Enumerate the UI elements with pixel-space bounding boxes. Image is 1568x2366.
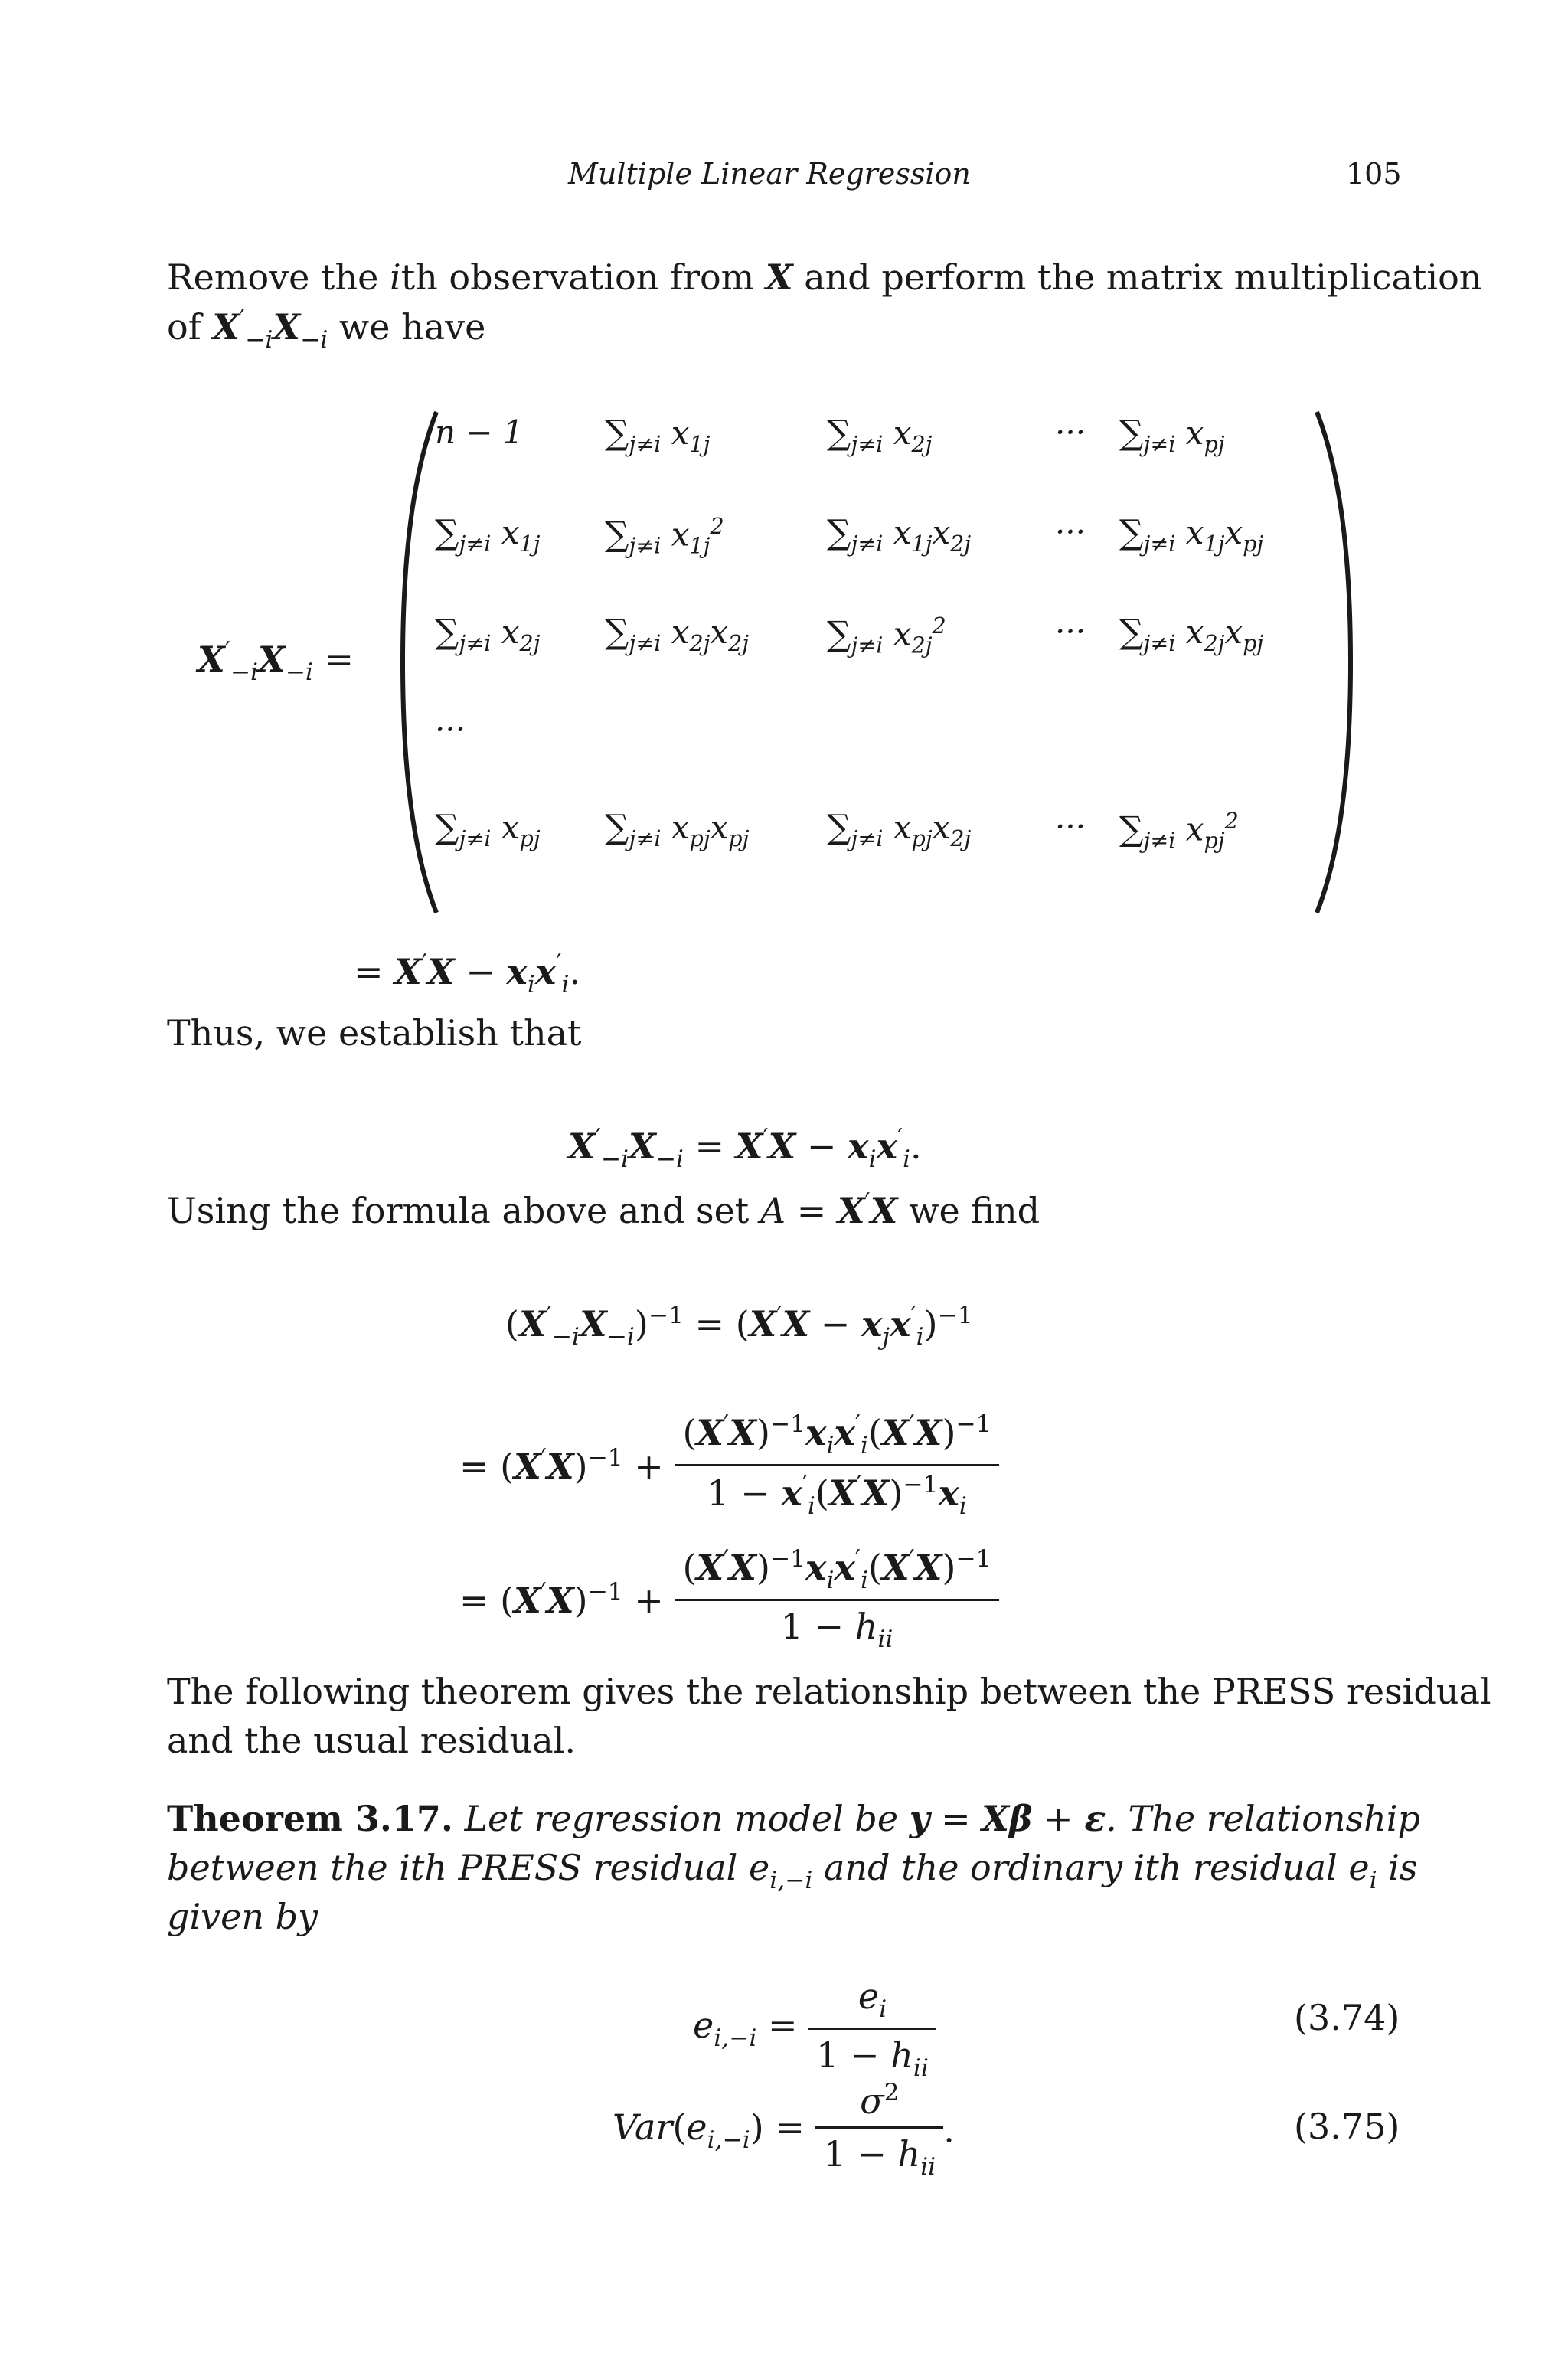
intro-line-1: Remove the ith observation from X and perform the matrix multiplication: [167, 257, 1482, 298]
theorem-line-3: given by: [167, 1896, 318, 1937]
intro-line-2: of $X'_{-i}X_{-i}$ we have: [167, 305, 486, 355]
right-paren: [1309, 406, 1355, 919]
theorem-label: Theorem 3.17.: [167, 1798, 453, 1839]
matrix-cell: $\sum_{j\ne i}$ $x_{pj}$: [1119, 413, 1225, 457]
matrix-cell: $\sum_{j\ne i}$ $x_{2j}x_{pj}$: [1119, 613, 1264, 656]
matrix-cell: $\sum_{j\ne i}$ $x_{1j}$: [605, 413, 710, 457]
matrix-lhs: $X'_{-i}X_{-i}$ =: [198, 637, 354, 687]
matrix-cell: $\sum_{j\ne i}$ $x_{pj}$: [435, 808, 541, 851]
inverse-line-3: = $(X'X)^{-1}$ + $\frac{(X'X)^{-1}x_ix'_i(X'X)^{-1}}{1 - h_{ii}}$: [459, 1545, 999, 1653]
matrix-cell: $\sum_{j\ne i}$ $x_{1j}x_{2j}$: [827, 513, 972, 557]
equation-tag-3-74: (3.74): [1294, 1997, 1400, 2038]
running-title: Multiple Linear Regression: [568, 157, 971, 191]
page-number: 105: [1346, 157, 1402, 191]
matrix-cell: ···: [435, 711, 466, 748]
following-line-1: The following theorem gives the relationship between the PRESS residual: [167, 1671, 1491, 1712]
following-line-2: and the usual residual.: [167, 1720, 577, 1761]
matrix-cell: $\sum_{j\ne i}$ $x_{pj}x_{2j}$: [827, 808, 972, 851]
matrix-cell: $\sum_{j\ne i}$ $x_{2j}^2$: [827, 613, 946, 658]
equation-tag-3-75: (3.75): [1294, 2106, 1400, 2147]
matrix-cell: n − 1: [435, 413, 524, 451]
matrix-cell: $\sum_{j\ne i}$ $x_{pj}x_{pj}$: [605, 808, 750, 851]
equation-3-74: $e_{i,-i}$ = $\frac{e_i}{1 - h_{ii}}$: [693, 1975, 936, 2082]
matrix-cell: $\sum_{j\ne i}$ $x_{pj}^2$: [1119, 808, 1239, 854]
using-text: Using the formula above and set A = X′X we find: [167, 1188, 1040, 1232]
matrix-cell: ···: [1055, 808, 1086, 845]
matrix-cell: $\sum_{j\ne i}$ $x_{2j}$: [435, 613, 541, 656]
thus-text: Thus, we establish that: [167, 1012, 582, 1054]
matrix-cell: $\sum_{j\ne i}$ $x_{1j}$: [435, 513, 541, 557]
matrix-cell: ···: [1055, 413, 1086, 451]
matrix-cell: ···: [1055, 513, 1086, 551]
established-equation: $X'_{-i}X_{-i} = X'X - x_ix'_i$.: [568, 1124, 922, 1174]
matrix-cell: $\sum_{j\ne i}$ $x_{2j}x_{2j}$: [605, 613, 750, 656]
inverse-line-1: $(X'_{-i}X_{-i})^{-1} = (X'X - x_jx'_i)^{-1}$: [505, 1302, 973, 1351]
matrix-result: = $X'X - x_ix'_i$.: [354, 949, 581, 999]
inverse-line-2: = $(X'X)^{-1}$ + $\frac{(X'X)^{-1}x_ix'_i(X'X)^{-1}}{1 - x'_i(X'X)^{-1}x_i}$: [459, 1410, 999, 1520]
equation-3-75: $Var(e_{i,-i})$ = $\frac{\sigma^2}{1 - h_{ii}}$ .: [612, 2079, 955, 2181]
theorem-line-2: between the ith PRESS residual $e_{i,-i}$ and the ordinary ith residual $e_i$ is: [167, 1847, 1418, 1894]
matrix-cell: $\sum_{j\ne i}$ $x_{1j}x_{pj}$: [1119, 513, 1264, 557]
matrix-cell: ···: [1055, 613, 1086, 650]
theorem-line-1: Theorem 3.17. Let regression model be y = Xβ + ε. The relationship: [167, 1798, 1420, 1839]
matrix-cell: $\sum_{j\ne i}$ $x_{2j}$: [827, 413, 933, 457]
matrix-cell: $\sum_{j\ne i}$ $x_{1j}^2$: [605, 513, 724, 559]
